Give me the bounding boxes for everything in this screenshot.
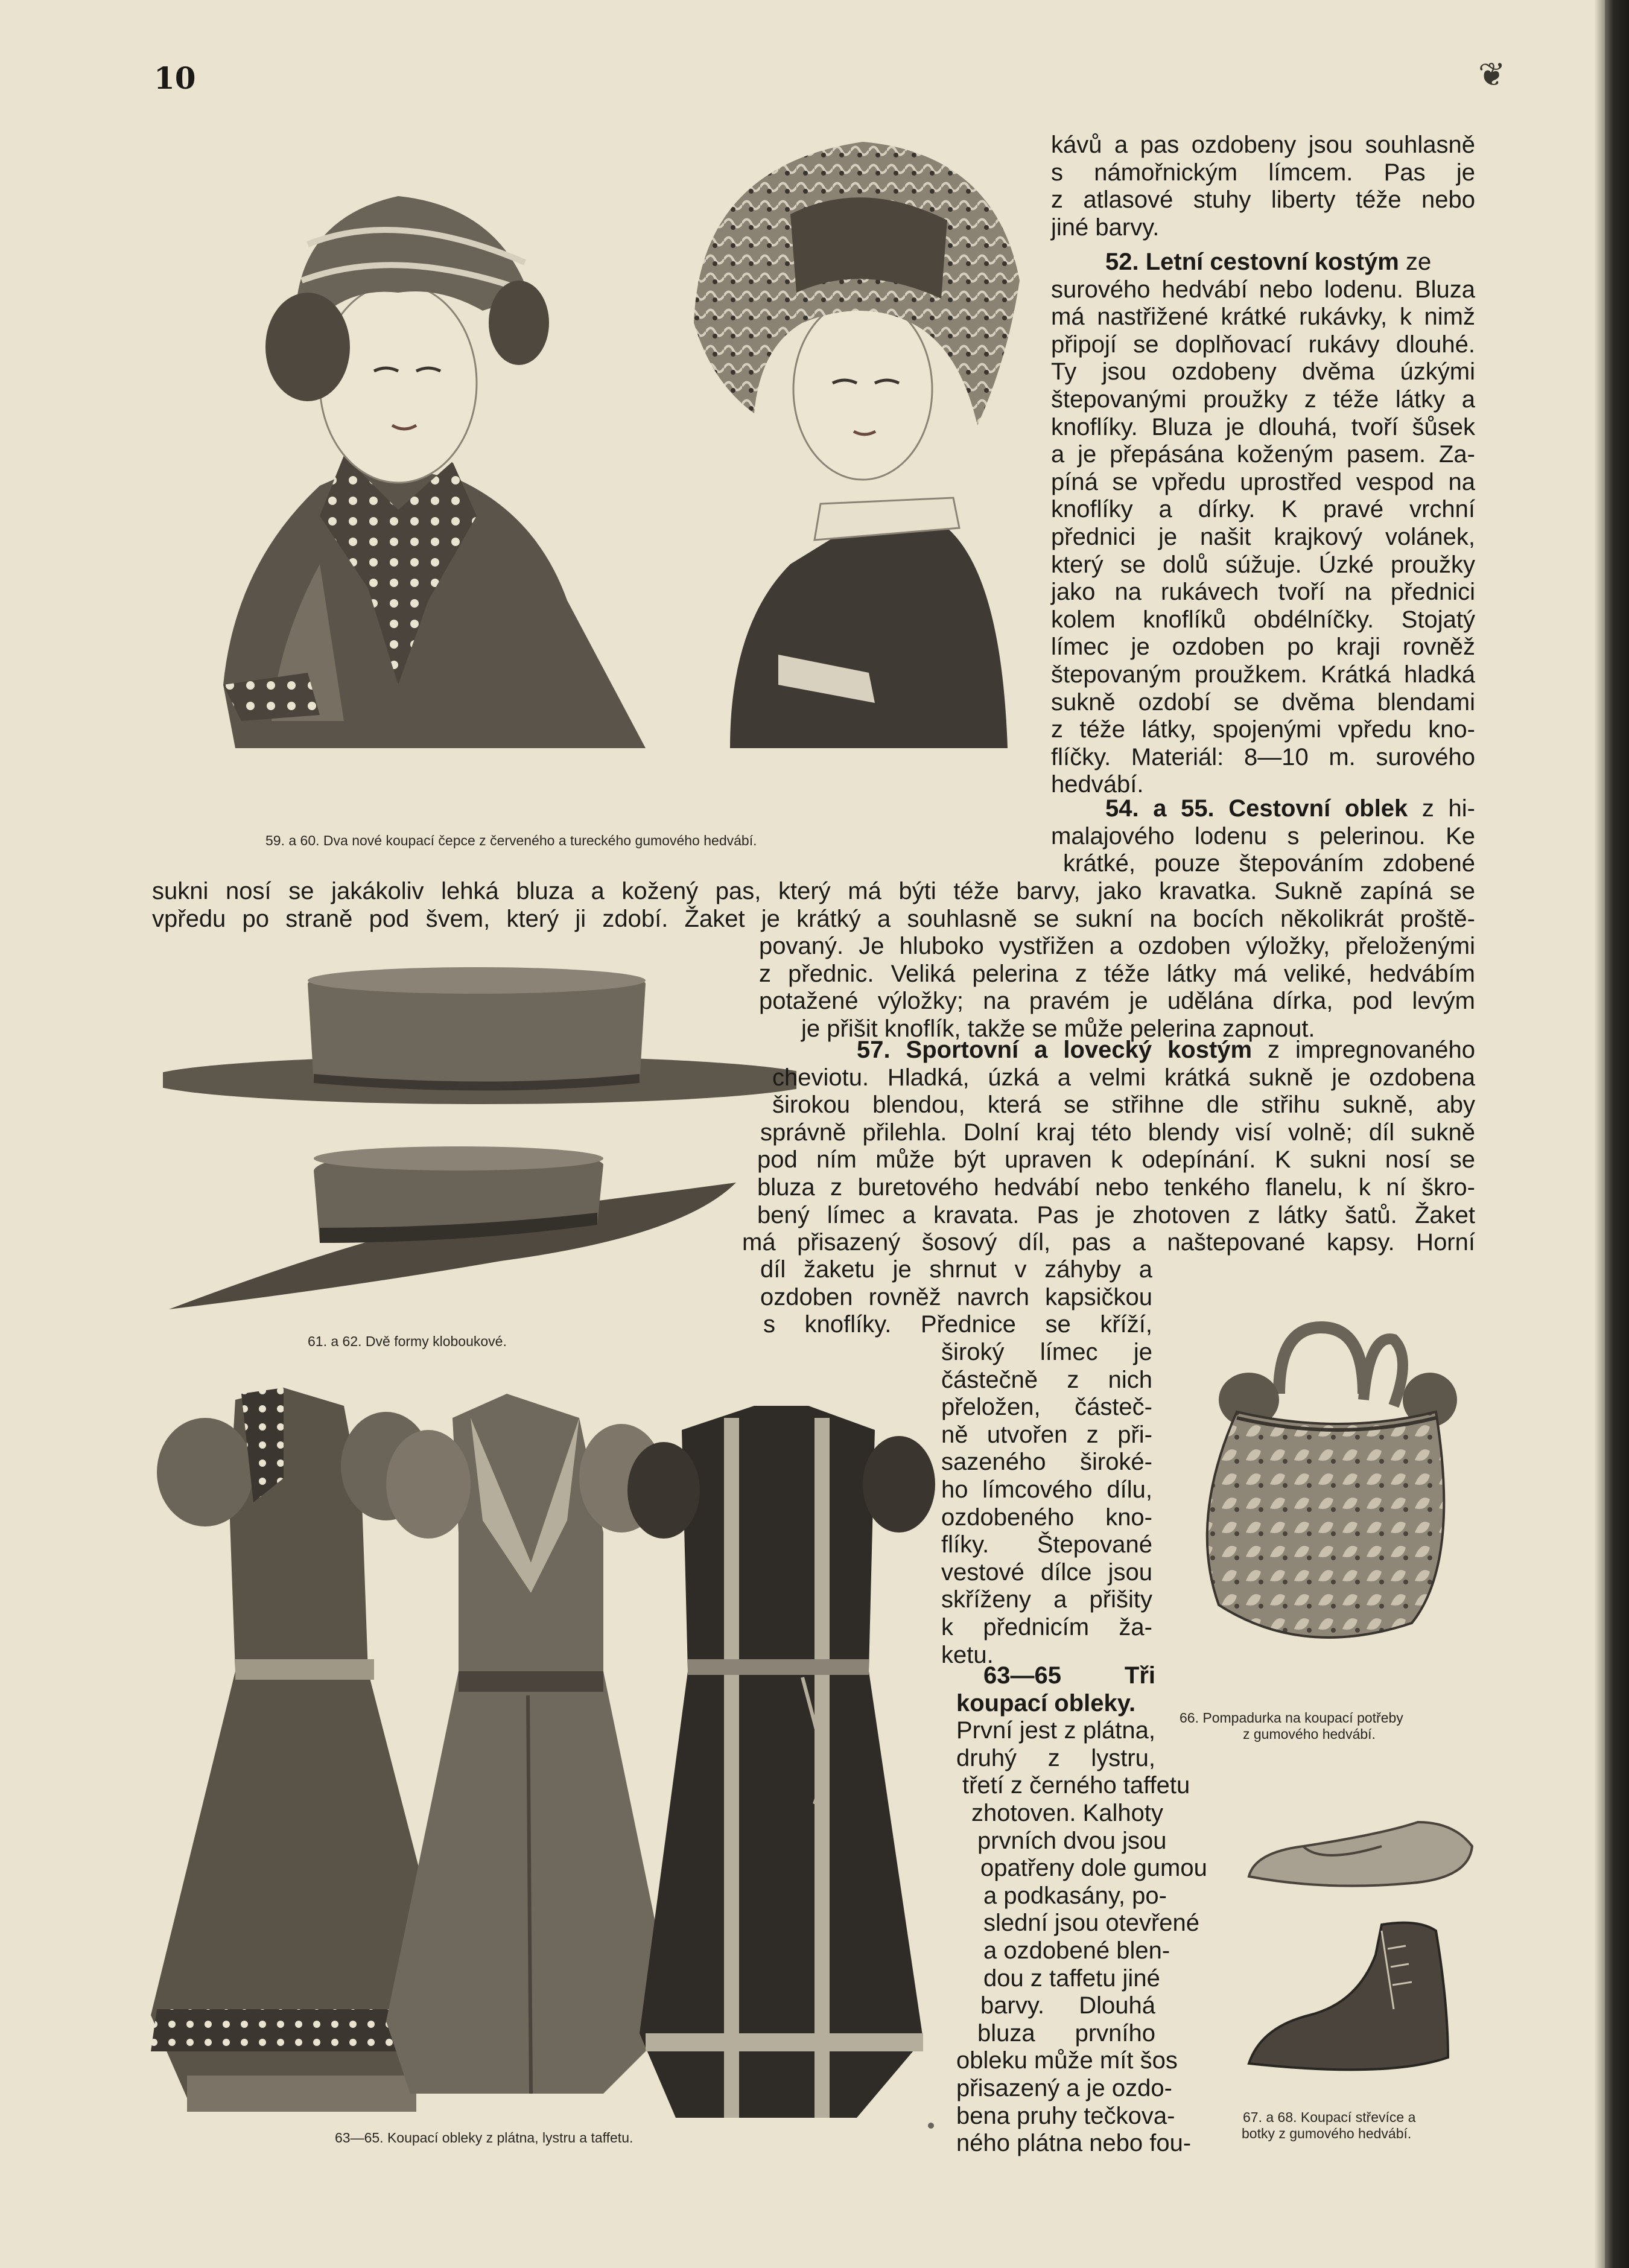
text-line: dou z taffetu jiné [983, 1965, 1160, 1992]
section-63-title: 63—65 Tři [983, 1662, 1155, 1689]
text-line: povaný. Je hluboko vystřižen a ozdoben výložky, přeloženými [759, 933, 1475, 959]
text-line: a je přepásána koženým pasem. Za- [1051, 441, 1475, 468]
text-line: širokou blendou, která se střihne dle střihu sukně, aby [772, 1091, 1475, 1119]
caption-fig-66-line1: 66. Pompadurka na koupací potřeby [1180, 1710, 1403, 1726]
text-line: ného plátna nebo fou- [956, 2130, 1192, 2157]
text-line: má přisazený šosový díl, pas a naštepované kapsy. Horní [742, 1229, 1475, 1256]
caption-fig-67-68-line2: botky z gumového hedvábí. [1242, 2126, 1412, 2141]
text-line: slední jsou otevřené [983, 1910, 1200, 1937]
text-line: který se dolů súžuje. Úzké proužky [1051, 551, 1475, 578]
text-line: vpředu po straně pod švem, který ji zdobí. Žaket je krátký a souhlasně se sukní na bocích několikrát proště- [152, 905, 1475, 932]
caption-fig-66-line2: z gumového hedvábí. [1243, 1726, 1376, 1742]
text-line: a podkasány, po- [983, 1882, 1167, 1909]
text-line: surového hedvábí nebo lodenu. Bluza [1051, 276, 1475, 303]
text-line: má nastřižené krátké rukávky, k nimž [1051, 303, 1475, 331]
text-line: k přednicím ža- [941, 1613, 1152, 1641]
text-line: bený límec a kravata. Pas je zhotoven z látky šatů. Žaket [757, 1201, 1475, 1228]
text-line: jiné barvy. [1051, 214, 1160, 241]
text-line: třetí z černého taffetu [962, 1772, 1190, 1799]
text-line: částečně z nich [941, 1366, 1152, 1393]
text-line: Ty jsou ozdobeny dvěma úzkými [1051, 358, 1475, 386]
text-line: štepovaným proužkem. Krátká hladká [1051, 661, 1475, 688]
text-line: ho límcového dílu, [941, 1476, 1152, 1503]
section-57-narrow [760, 1256, 1152, 1339]
text-line: přeložen, částeč- [941, 1394, 1152, 1421]
text-line: kolem knoflíků obdélníčky. Stojatý [1051, 606, 1475, 633]
text-line: ozdobeného kno- [941, 1504, 1152, 1531]
text-line: ně utvořen z při- [941, 1421, 1152, 1448]
page-binding-edge [1605, 0, 1629, 2268]
text-line: flíky. Štepované [941, 1531, 1152, 1558]
text-line: flíčky. Materiál: 8—10 m. surového [1051, 743, 1475, 770]
text-line: hedvábí. [1051, 771, 1144, 798]
text-line: knoflíky. Bluza je dlouhá, tvoří šůsek [1051, 413, 1475, 440]
section-54-mid [759, 933, 1475, 1043]
section-54-full-width [152, 878, 1475, 933]
text-line: správně přilehla. Dolní kraj této blendy visí volně; díl sukně [760, 1119, 1475, 1146]
section-52 [1051, 249, 1475, 799]
text-line: opatřeny dole gumou [980, 1855, 1207, 1882]
text-line: ozdoben rovněž navrch kapsičkou [760, 1283, 1152, 1310]
text-line: ketu. [941, 1641, 994, 1668]
text-line: barvy. Dlouhá [980, 1992, 1155, 2019]
caption-fig-67-68-line1: 67. a 68. Koupací střevíce a [1243, 2109, 1416, 2125]
section-57-title: Sportovní a lovecký kostým [906, 1037, 1253, 1063]
section-54-lead: z hi- [1421, 795, 1475, 822]
text-line: štepovanými proužky z téže látky a [1051, 386, 1475, 413]
text-line: potažené výložky; na pravém je udělána dírka, pod levým [759, 988, 1475, 1015]
illustration-bathing-suits [145, 1382, 983, 2142]
illustration-pompadour-bag [1195, 1321, 1460, 1659]
text-line: z téže látky, spojenými vpředu kno- [1051, 716, 1475, 743]
text-line: První jest z plátna, [956, 1717, 1155, 1744]
text-line: obleku může mít šos [956, 2047, 1178, 2074]
text-line: malajového lodenu s pelerinou. Ke [1051, 822, 1475, 850]
text-line: sazeného široké- [941, 1449, 1152, 1476]
text-line: vestové dílce jsou [941, 1558, 1152, 1586]
text-line: pod ním může být upraven k odepínání. K sukni nosí se [757, 1146, 1475, 1174]
section-57-heading [742, 1037, 1475, 1064]
section-52-title: Letní cestovní kostým [1145, 249, 1399, 275]
text-line: píná se vpředu uprostřed vespod na [1051, 468, 1475, 495]
section-57-number: 57. [857, 1037, 891, 1063]
text-line: široký límec je [941, 1339, 1152, 1365]
caption-fig-61-62: 61. a 62. Dvě formy kloboukové. [308, 1333, 507, 1349]
section-52-heading [1051, 249, 1475, 276]
section-63-subtitle: koupací obleky. [956, 1689, 1136, 1717]
section-63-heading-line2 [956, 1690, 1155, 1718]
text-line: jako na rukávech tvoří na přednici [1051, 579, 1475, 606]
section-57 [742, 1037, 1475, 1257]
corner-ornament-icon: ❦ [1478, 57, 1506, 93]
section-63-heading-line1 [956, 1662, 1155, 1690]
text-line: bluza z buretového hedvábí nebo tenkého flanelu, k ní škro- [757, 1174, 1475, 1201]
text-line: z přednic. Veliká pelerina z téže látky má veliké, hedvábím [759, 960, 1475, 987]
text-line: prvních dvou jsou [977, 1827, 1167, 1854]
section-52-lead: ze [1405, 249, 1432, 275]
text-col-top [1051, 132, 1475, 241]
text-line: přednici je našit krajkový volánek, [1051, 523, 1475, 550]
section-57-lead: z impregnovaného [1268, 1037, 1475, 1063]
section-54-title: Cestovní oblek [1228, 795, 1408, 822]
text-line: přisazený a je ozdo- [956, 2074, 1172, 2101]
text-line: límec je ozdoben po kraji rovněž [1051, 634, 1475, 661]
text-line: s knoflíky. Přednice se kříží, [763, 1311, 1152, 1338]
section-54-heading [1051, 795, 1475, 823]
text-line: je přišit knoflík, takže se může pelerina zapnout. [801, 1015, 1315, 1042]
illustration-bathing-shoes [1237, 1810, 1478, 2094]
text-line: bena pruhy tečkova- [956, 2102, 1175, 2129]
text-line: z atlasové stuhy liberty téže nebo [1051, 186, 1475, 214]
text-line: připojí se doplňovací rukávy dlouhé. [1051, 331, 1475, 358]
section-57-column [941, 1339, 1152, 1669]
text-line: a ozdobené blen- [983, 1937, 1170, 1964]
text-line: zhotoven. Kalhoty [971, 1799, 1163, 1826]
text-line: bluza prvního [977, 2019, 1155, 2047]
bullet-mark [928, 2123, 934, 2129]
text-line: s námořnickým límcem. Pas je [1051, 159, 1475, 186]
text-line: sukni nosí se jakákoliv lehká bluza a kožený pas, který má býti téže barvy, jako kravatka. Sukně zapíná se [152, 878, 1475, 904]
section-63-65 [956, 1662, 1207, 2158]
caption-fig-63-65: 63—65. Koupací obleky z plátna, lystru a taffetu. [335, 2130, 634, 2146]
caption-fig-59-60: 59. a 60. Dva nové koupací čepce z červeného a tureckého gumového hedvábí. [265, 833, 757, 848]
illustration-bathing-caps [199, 142, 1020, 766]
text-line: knoflíky a dírky. K pravé vrchní [1051, 496, 1475, 523]
section-54-55 [1051, 795, 1475, 878]
text-line: skříženy a přišity [941, 1586, 1152, 1613]
section-52-number: 52. [1105, 249, 1139, 275]
text-line: krátké, pouze štepováním zdobené [1063, 850, 1475, 877]
text-line: díl žaketu je shrnut v záhyby a [760, 1256, 1152, 1283]
text-line: druhý z lystru, [956, 1744, 1155, 1771]
page-number: 10 [154, 60, 196, 96]
text-line: kávů a pas ozdobeny jsou souhlasně [1051, 132, 1475, 158]
illustration-hats [163, 959, 796, 1321]
text-line: cheviotu. Hladká, úzká a velmi krátká sukně je ozdobena [772, 1064, 1475, 1091]
text-line: sukně ozdobí se dvěma blendami [1051, 688, 1475, 716]
section-54-number: 54. a 55. [1105, 795, 1215, 822]
page-binding-shadow [1594, 0, 1605, 2268]
